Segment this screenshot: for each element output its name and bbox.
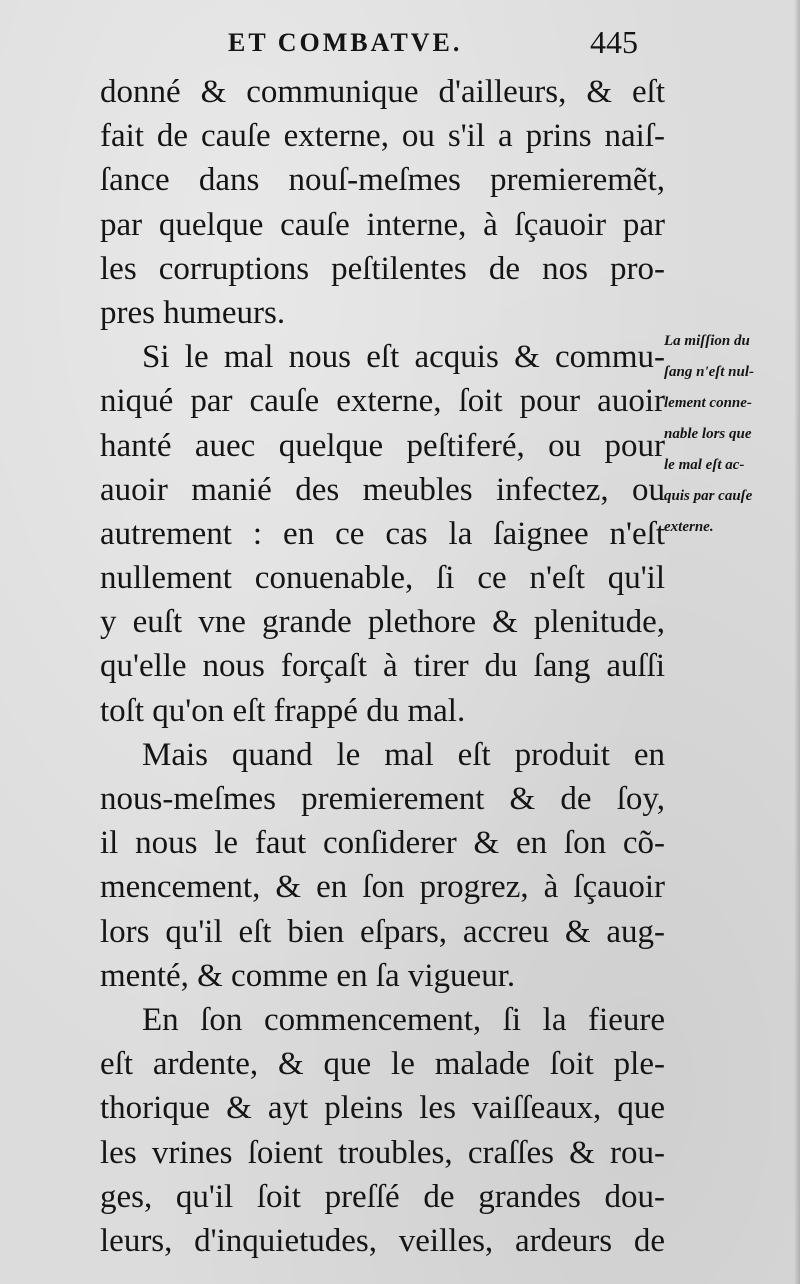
- margin-note-line: ſang n'eſt nul-: [664, 364, 755, 380]
- text-line: lors qu'il eſt bien eſpars, accreu & aug-: [100, 913, 665, 950]
- text-line: eſt ardente, & que le malade ſoit ple-: [100, 1046, 665, 1083]
- text-line: auoir manié des meubles infectez, ou: [100, 471, 665, 508]
- text-line: mencement, & en ſon progrez, à ſçauoir: [100, 869, 665, 906]
- text-line: les corruptions peſtilentes de nos pro-: [100, 250, 665, 287]
- text-line: hanté auec quelque peſtiferé, ou pour: [100, 427, 665, 464]
- text-line: leurs, d'inquietudes, veilles, ardeurs de: [100, 1222, 665, 1259]
- text-line: y euſt vne grande plethore & plenitude,: [100, 604, 665, 641]
- margin-note: [664, 326, 798, 543]
- text-line: pres humeurs.: [100, 294, 286, 331]
- margin-note-line: externe.: [664, 519, 714, 535]
- text-line: fait de cauſe externe, ou s'il a prins naiſ-: [100, 118, 665, 155]
- text-line: menté, & comme en ſa vigueur.: [100, 957, 516, 994]
- margin-note-line: nable lors que: [664, 426, 752, 442]
- margin-note-line: le mal eſt ac-: [664, 457, 745, 473]
- page-edge-shadow: [794, 0, 800, 1284]
- text-line: qu'elle nous forçaſt à tirer du ſang auſſi: [100, 648, 665, 685]
- text-line: thorique & ayt pleins les vaiſſeaux, que: [100, 1090, 665, 1127]
- text-line: Mais quand le mal eſt produit en: [142, 736, 665, 773]
- text-line: il nous le faut conſiderer & en ſon cõ-: [100, 825, 665, 862]
- text-line: ges, qu'il ſoit preſſé de grandes dou-: [100, 1178, 665, 1215]
- page-number: 445: [590, 24, 638, 60]
- margin-note-line: quis par cauſe: [664, 488, 753, 504]
- text-line: Si le mal nous eſt acquis & commu-: [142, 339, 665, 376]
- text-line: nous-meſmes premierement & de ſoy,: [100, 781, 665, 817]
- text-line: ſance dans nouſ-meſmes premieremẽt,: [100, 162, 665, 199]
- text-line: les vrines ſoient troubles, craſſes & rou-: [100, 1134, 665, 1171]
- margin-note-line: La miſſion du: [664, 333, 750, 349]
- text-line: autrement : en ce cas la ſaignee n'eſt: [100, 515, 665, 552]
- body-text: [100, 70, 665, 1263]
- text-line: En ſon commencement, ſi la fieure: [142, 1001, 665, 1038]
- text-line: toſt qu'on eſt frappé du mal.: [100, 692, 466, 729]
- margin-note-line: lement conne-: [664, 395, 752, 411]
- running-title: ET COMBATVE.: [228, 28, 463, 57]
- text-line: nullement conuenable, ſi ce n'eſt qu'il: [100, 560, 665, 597]
- text-line: niqué par cauſe externe, ſoit pour auoir: [100, 383, 665, 420]
- text-line: par quelque cauſe interne, à ſçauoir par: [100, 206, 665, 243]
- text-line: donné & communique d'ailleurs, & eſt: [100, 74, 665, 110]
